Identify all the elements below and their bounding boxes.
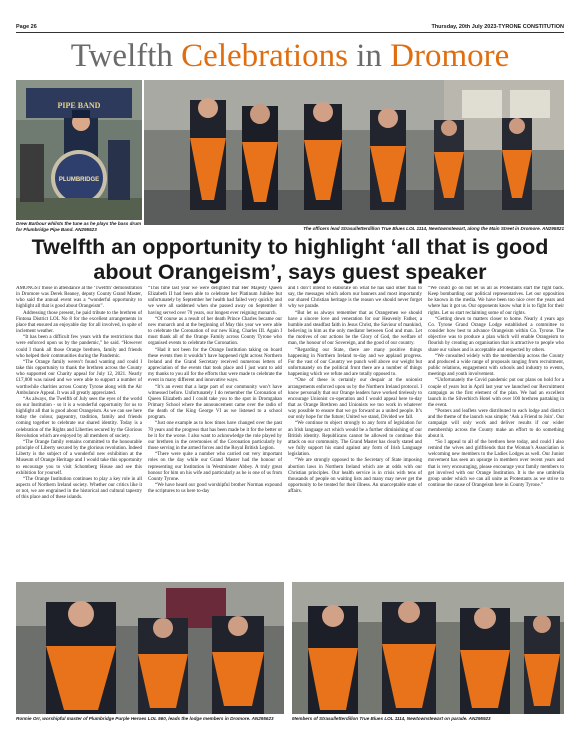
paragraph: “But let us always remember that as Orangemen we should have a sincere love and veneration for our Heavenly Father, a humble and steadfast faith in Jesus Christ, the Saviour of mankind, believing in him as the only mediator between God and man. Let the motives of our actions be the Glory of God, the welfare of man, the honour of our Sovereign, and the good of our country. <box>288 310 422 347</box>
section-title <box>16 36 564 76</box>
drum-lettering: PLUMBRIDGE <box>58 177 100 183</box>
photo-lodge-members-image <box>292 582 564 714</box>
paragraph: “Getting down to matters closer to home. Nearly 4 years ago Co. Tyrone Grand Orange Lodge established a committee to consider how best to advance Orangeism within Co. Tyrone. The objective was to produce a plan which will enable Orangeism to flourish by creating an organisation that is attractive to people who share our values and is acceptable and respected by others. <box>428 316 564 353</box>
paragraph: AMONGST those in attendance at the ‘Twelfth’ demonstration in Dromore was Derek Reaney, deputy County Grand Master, who said the annual event was a “wonderful opportunity to highlight all that is good about Orangeism”. <box>16 286 142 310</box>
photo-worshipful-master <box>16 582 284 714</box>
paragraph: “There were quite a number who carried out very important roles on the day while our Grand Master had the honour of representing our Institution in Westminster Abbey. A truly great honour for him on his wife and particularly as he is one of us from County Tyrone. <box>148 452 282 482</box>
section-title-accent: Dromore <box>390 38 510 74</box>
paragraph: “Unfortunately the Covid pandemic put our plans on hold for a couple of years but in April last year we launched our Recruitment campaign as the first element of the plan. We had an excellent launch in the Silverbirch Hotel with over 100 brethren partaking in the event. <box>428 378 564 408</box>
article-column-3 <box>288 286 422 576</box>
photo-officers <box>144 80 564 225</box>
header-rule <box>16 32 564 33</box>
paragraph: “We are strongly opposed to the Secretary of State imposing abortion laws in Northern Ireland which are at odds with our Christian principles. Our health service is in crisis with tens of thousands of people on waiting lists and many may never get the opportunity to be treated for their illness. An unacceptable state of affairs. <box>288 458 422 495</box>
paragraph: “The Orange family remains committed to the honourable principle of Liberty secured by the glorious revolution. Indeed Liberty is the subject of a wonderful new exhibition at the Museum of Orange Heritage and I would take this opportunity to encourage you to visit Schomberg House and see this exhibition for yourself. <box>16 439 142 476</box>
paragraph: “We have heard our good worshipful brother Norman expound the scriptures to us here to-day <box>148 483 282 495</box>
caption-drummer: Drew Barbour whilsts the tune as he plays the bass drum for Plumbridge Pipe Band. AN295523 <box>16 221 142 232</box>
photo-drummer-image <box>16 80 142 220</box>
page-header <box>16 22 564 32</box>
paragraph: “It has been a difficult few years with the restrictions that were enforced upon us by the pandemic,” he said. “However could I thank all those Orange brethren, family and friends who helped their communities during the Pandemic. <box>16 335 142 359</box>
paragraph: “Posters and leaflets were distributed to each lodge and district and the theme of the launch was simple; ‘Ask a Friend to Join’. Our campaign will only work and deliver results if our wider membership across the County make an effort to do something about it. <box>428 409 564 439</box>
paragraph: “We consulted widely with the membership across the County and produced a wide range of proposals ranging from recruitment, public relations, engagement with schools and industry to events, meetings and youth involvement. <box>428 353 564 378</box>
photo-worshipful-master-image <box>16 582 284 714</box>
article-column-4 <box>428 286 564 576</box>
section-title-accent: Celebrations <box>181 38 348 74</box>
paragraph: “It’s an event that a large part of our community won’t have witnessed before. Unfortunately I do remember the Coronation of Queen Elizabeth and I could take you to the spot in Dromgahan Primary School where the announcement came over the radio of the death of the King George VI as we listened to a school program. <box>148 384 282 421</box>
section-title-word: Twelfth <box>70 38 182 74</box>
article-column-2 <box>148 286 282 576</box>
article-headline: Twelfth an opportunity to highlight ‘all that is good about Orangeism’, says guest speaker <box>31 235 549 284</box>
paragraph: and I don’t intend to elaborate on what he has said other than to say, the messages which adorn our banners and most importantly our shared Christian heritage is the reason we should never forget why we parade. <box>288 286 422 310</box>
page-number: Page 26 <box>16 24 37 30</box>
photo-lodge-members <box>292 582 564 714</box>
caption-worshipful-master: Ronnie Orr, worshipful master of Plumbridge Purple Heroes LOL 560, leads the lodge members in Dromore. AN295623 <box>16 716 274 721</box>
banner-lettering: PIPE BAND <box>57 101 101 110</box>
section-title-word: in <box>347 38 391 74</box>
caption-officers: The officers lead Strasulletterdillon True Blues LOL 1114, Newtownstewart, along the Main Street in Dromore. AN295821 <box>303 226 564 231</box>
paragraph: “This time last year we were delighted that Her Majesty Queen Elizabeth II had been able to celebrate her Platinum Jubilee but unfortunately by September her health had failed very quickly and we were all saddened when she passed away on September 8 having served over 70 years, our longest ever reigning monarch. <box>148 286 282 316</box>
paragraph: “One of these is certainly our despair at the unionist arrangements enforced upon us by the Northern Ireland protocol. I know personally that our Orange leaders have worked tirelessly to encourage Unionist co-operation and I would appeal here to-day that as Orange Brethren and Unionists we too work in whatever way possible to ensure that we go forward as a united people. It’s our only hope for the future; United we stand, Divided we fall. <box>288 378 422 421</box>
paragraph: “The Orange Institution continues to play a key role in all aspects of Northern Ireland society. Whether our critics like it or not, we are engrained in the historical and cultural tapestry of this place and of these islands. <box>16 476 142 501</box>
paragraph: “Just one example as to how times have changed over the past 70 years and the progress that has been made be it for the better or be it for the worse. I also want to acknowledge the role played by our brethren in the ceremonies of the Coronation particularly by those serving in the armed forces and the Royal British Legion. <box>148 421 282 452</box>
paragraph: “Had it not been for the Orange Institution taking on board these events then it wouldn’t have happened right across Northern Ireland and the Grand Secretary received numerous letters of appreciation of the events that took place and I just want to add my thanks to you all for the efforts that were made to celebrate the event in many different and innovative ways. <box>148 347 282 384</box>
photo-drummer <box>16 80 142 220</box>
caption-lodge-members: Members of Strasulletterdillon True Blues LOL 1114, Newtownstewart on parade. AN295923 <box>292 716 491 721</box>
paragraph: Addressing those present, he paid tribute to the brethren of Fintona District LOL No 8 for the excellent arrangements in place that ensured an enjoyable day for all involved, in spite of inclement weather. <box>16 310 142 335</box>
article-column-1 <box>16 286 142 576</box>
paragraph: “We could go on but let us all as Protestants start the fight back. Keep bombarding our political representatives. Let our opposition be known in the media. We have been too nice over the years and where has it got us. Our opponents know what it is to fight for their rights. Let us start reclaiming some of our rights. <box>428 286 564 316</box>
paragraph: “We continue to object strongly to any form of legislation for an Irish language act which would be a further diminishing of our British identity. Republicans cannot be allowed to continue this attack on our community. The Grand Master has clearly stated and we fully support his stand against any form of Irish Language legislation. <box>288 421 422 458</box>
paragraph: “Of course as a result of her death Prince Charles became our new monarch and at the beginning of May this year we were able to celebrate the Coronation of our new King, Charles III. Again I must thank all of the Orange Family across County Tyrone who organised events to celebrate the Coronation. <box>148 316 282 347</box>
paragraph: “As always, the Twelfth of July sees the eyes of the world on our Institution - so it is a wonderful opportunity for us to highlight all that is good about Orangeism. As we can see here today the colour, pageantry, tradition, family and friends coming together to celebrate our shared identity. Today is a celebration of the Rights and Liberties secured by the Glorious Revolution which are enjoyed by all members of society. <box>16 396 142 439</box>
paragraph: “Regarding our State, there are many positive things happening in Northern Ireland to-day and we applaud progress. For the vast of our Country we punch well above our weight but unfortunately on the political front there are a number of things happening which we refute and are totally opposed to. <box>288 347 422 378</box>
paragraph: “The Orange family weren’t found wanting and could I take this opportunity to thank the brethren across the County who supported our Charity appeal for July 12, 2021. Nearly £17,000 was raised and we were able to support a number of worthwhile charities across County Tyrone along with the Air Ambulance Appeal. It was all greatly appreciated. <box>16 359 142 396</box>
paragraph: “So I appeal to all of the brethren here today, and could I also remind the wives and girlfriends that the Woman’s Association is welcoming new members to the Ladies Lodges as well. Our Junior movement has seen an upsurge in members over recent years and that is very encouraging, please encourage your family members to get involved with our Orange Institution. It is the one umbrella group under which we can all unite as Protestants as we strive to continue the cause of Orangeism here in County Tyrone.” <box>428 439 564 488</box>
photo-officers-image <box>144 80 564 225</box>
issue-date: Thursday, 20th July 2023-TYRONE CONSTITUTION <box>431 24 564 30</box>
